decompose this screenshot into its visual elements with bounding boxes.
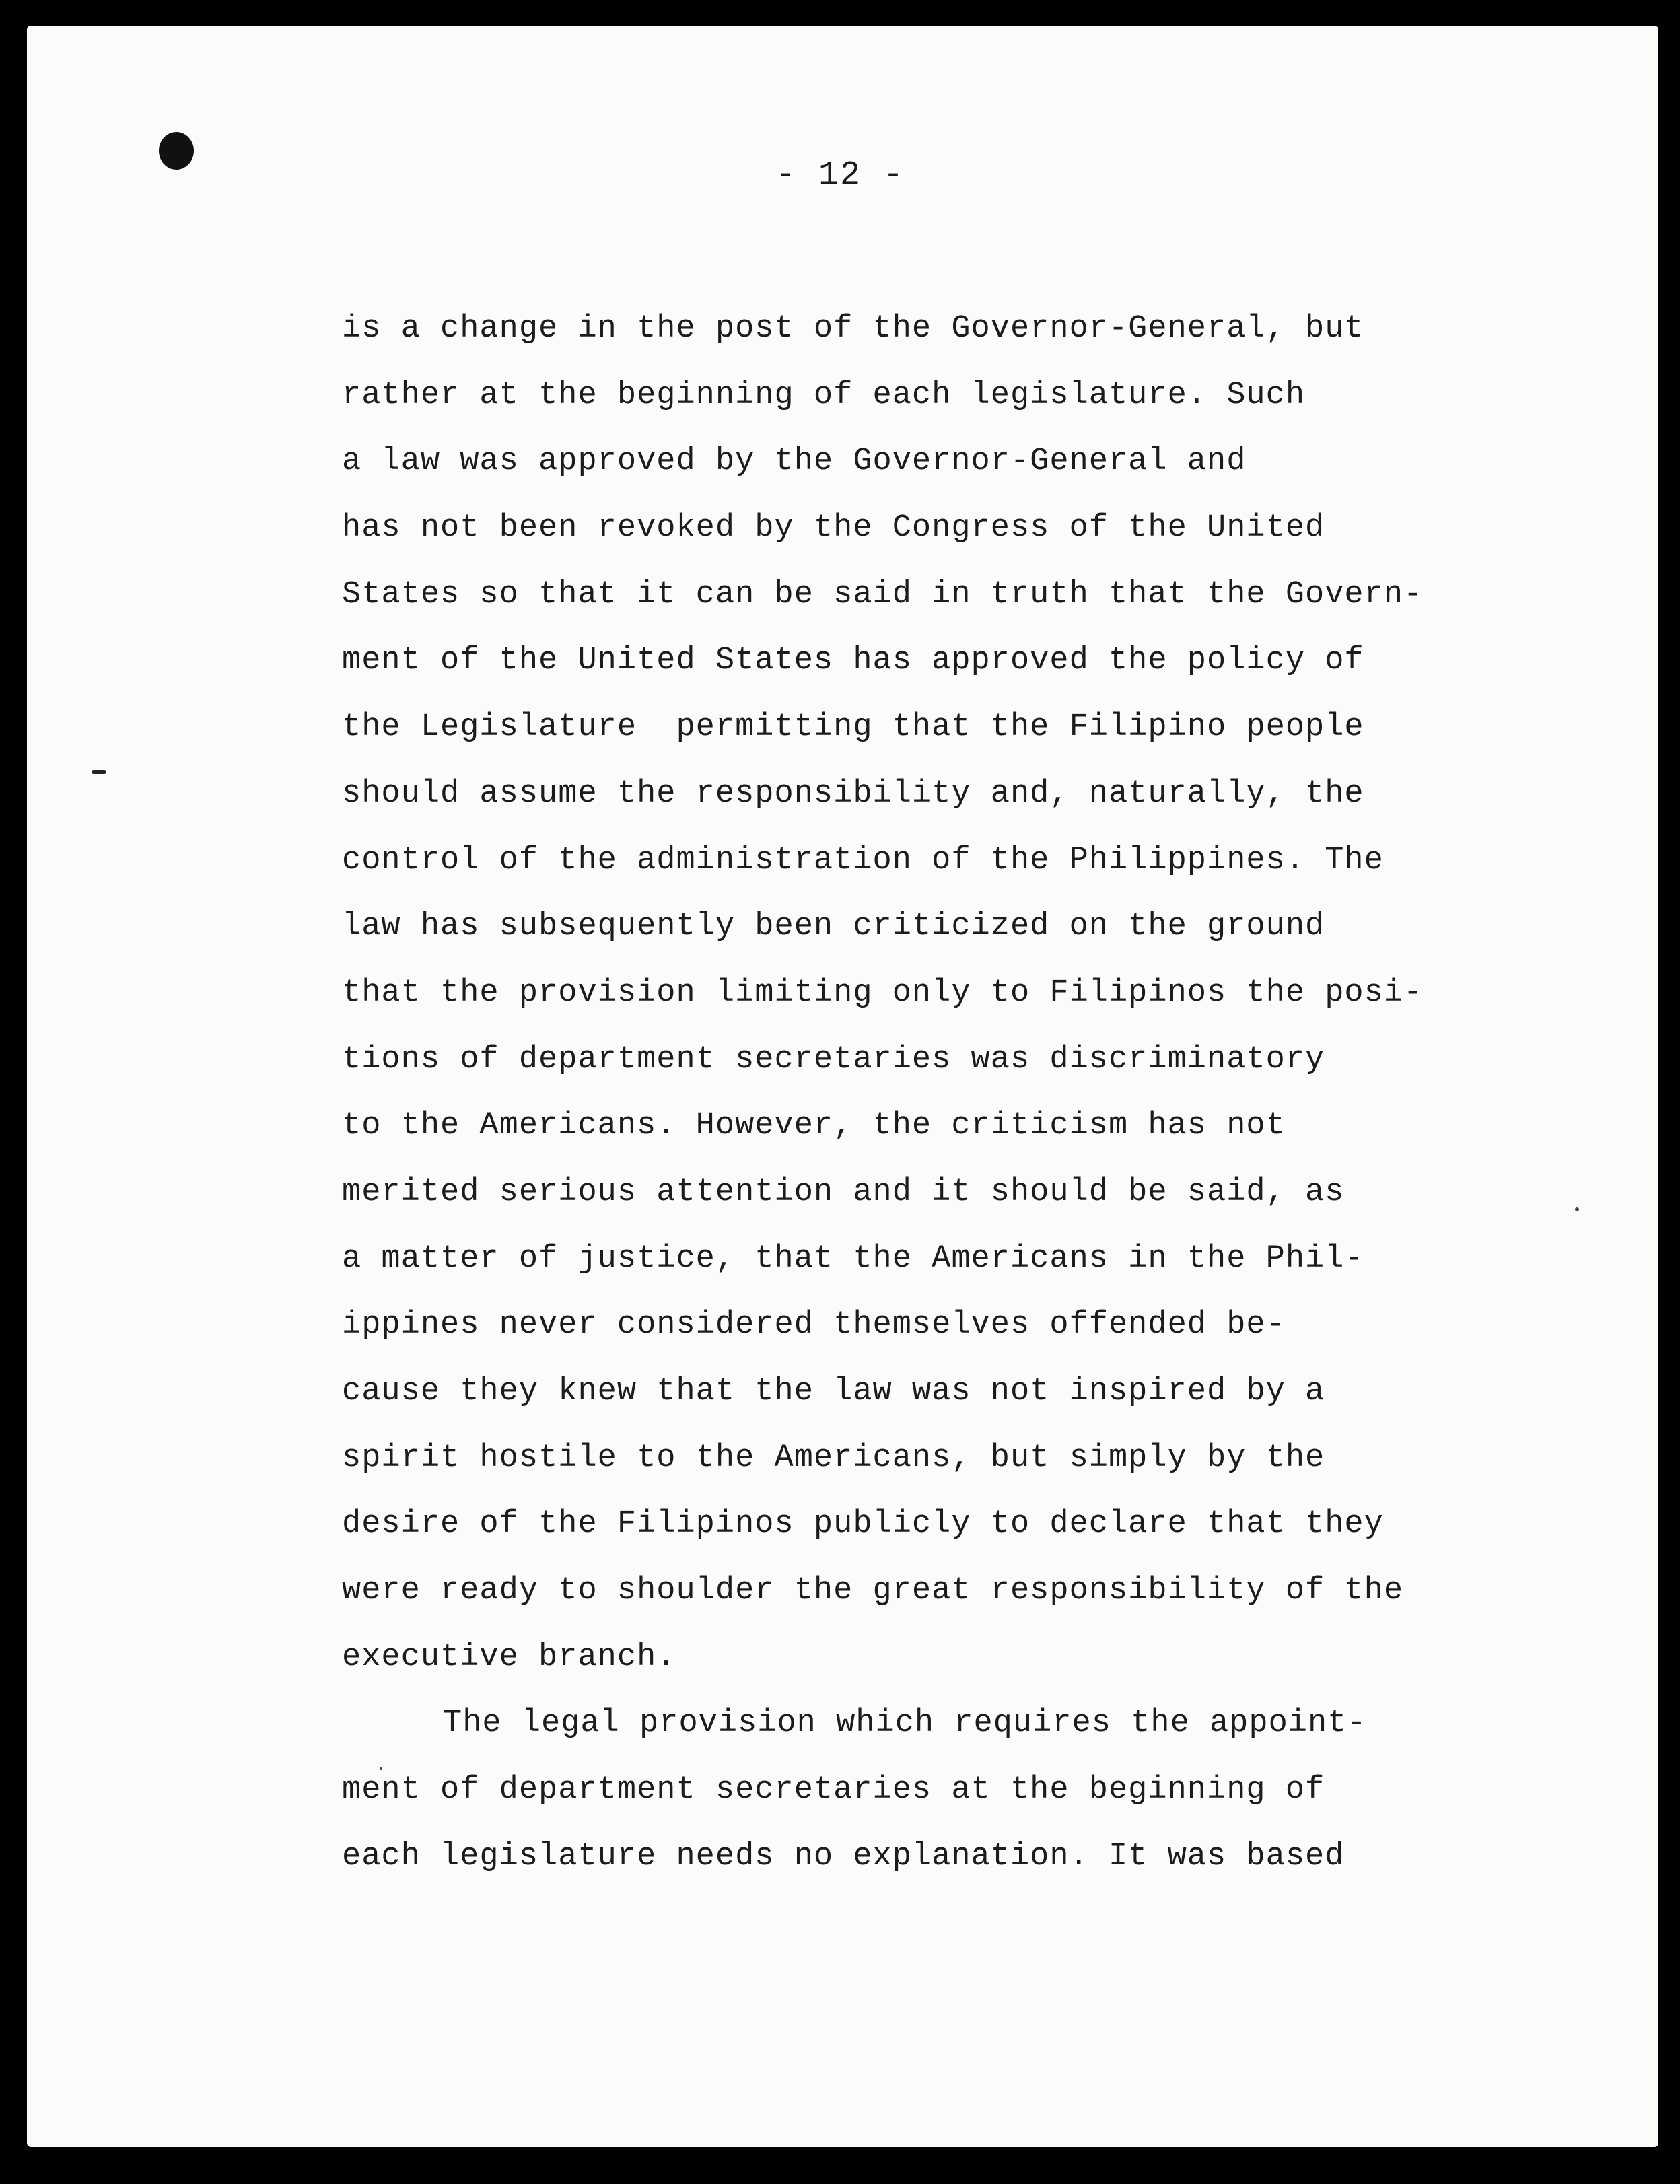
text-line: has not been revoked by the Congress of the United	[342, 510, 1325, 547]
text-line: were ready to shoulder the great responsibility of the	[342, 1573, 1404, 1609]
text-line: executive branch.	[342, 1639, 676, 1675]
text-line: should assume the responsibility and, naturally, the	[342, 775, 1364, 812]
text-line: ment of department secretaries at the beginning of	[342, 1772, 1325, 1808]
text-line: merited serious attention and it should be said, as	[342, 1174, 1345, 1210]
text-line: a matter of justice, that the Americans in the Phil-	[342, 1240, 1364, 1277]
text-line: cause they knew that the law was not inspired by a	[342, 1374, 1325, 1409]
text-line: the Legislature permitting that the Filipino people	[342, 709, 1364, 746]
paper-speck	[1575, 1207, 1579, 1211]
text-line: desire of the Filipinos publicly to declare that they	[342, 1506, 1384, 1543]
text-line: control of the administration of the Philippines. The	[342, 842, 1384, 878]
text-line: tions of department secretaries was discriminatory	[342, 1041, 1325, 1078]
body-text	[342, 296, 1527, 1891]
text-line: that the provision limiting only to Filipinos the posi-	[342, 975, 1424, 1011]
margin-mark	[92, 770, 106, 774]
text-line: States so that it can be said in truth that the Govern-	[342, 576, 1424, 612]
text-line: rather at the beginning of each legislature. Such	[342, 377, 1306, 413]
text-line: a law was approved by the Governor-General and	[342, 444, 1247, 480]
text-line: is a change in the post of the Governor-General, but	[342, 311, 1364, 347]
text-line: each legislature needs no explanation. It was based	[342, 1838, 1345, 1874]
text-line: spirit hostile to the Americans, but simply by the	[342, 1440, 1325, 1476]
text-line: ment of the United States has approved the policy of	[342, 643, 1364, 679]
page-number: - 12 -	[775, 156, 905, 195]
text-line: law has subsequently been criticized on the ground	[342, 909, 1325, 945]
text-line: to the Americans. However, the criticism has not	[342, 1108, 1286, 1144]
text-line: ippines never considered themselves offended be-	[342, 1307, 1286, 1343]
paragraph-first-line: The legal provision which requires the appoint-	[443, 1705, 1367, 1742]
